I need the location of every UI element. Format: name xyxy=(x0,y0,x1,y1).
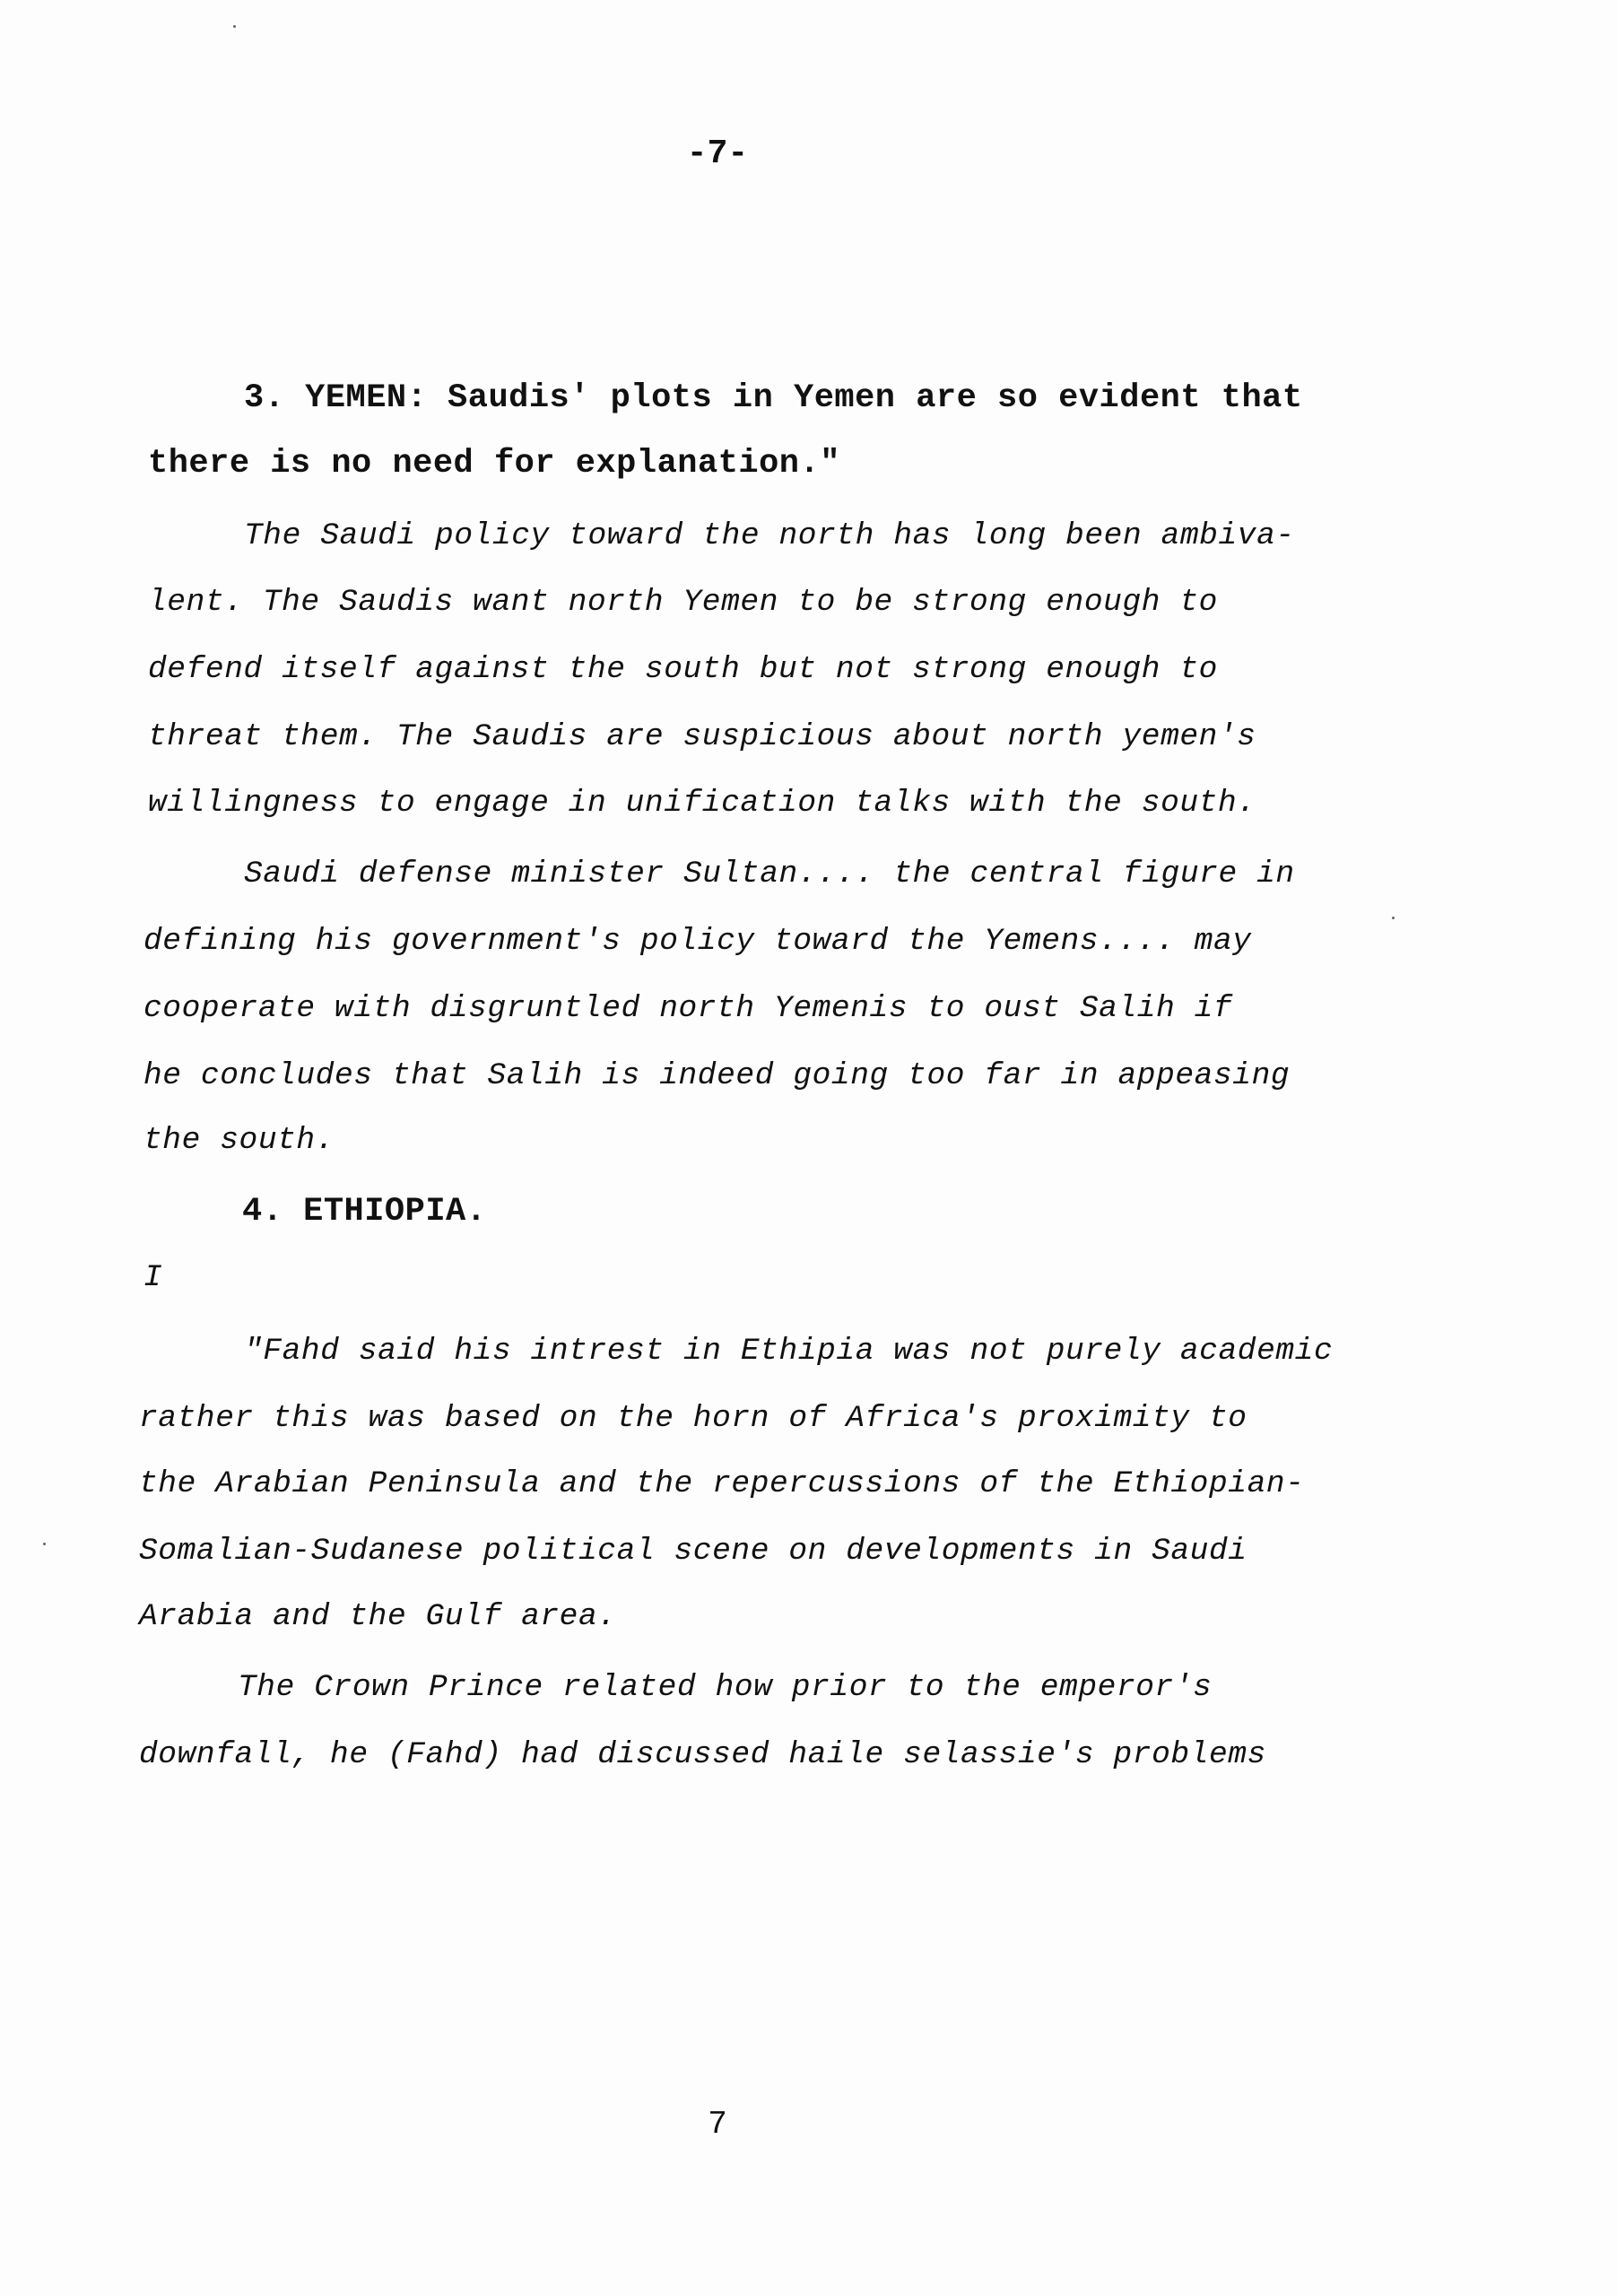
fahd-line-5: Arabia and the Gulf area. xyxy=(139,1599,617,1634)
fahd-line-4: Somalian-Sudanese political scene on developments in Saudi xyxy=(139,1534,1248,1569)
sultan-line-3: cooperate with disgruntled north Yemenis to oust Salih if xyxy=(143,991,1233,1026)
policy-line-4: threat them. The Saudis are suspicious about north yemen's xyxy=(148,719,1256,754)
fahd-line-3: the Arabian Peninsula and the repercussions of the Ethiopian- xyxy=(139,1466,1305,1501)
scan-speck xyxy=(43,1543,46,1545)
page-header: -7- xyxy=(686,135,749,173)
scan-speck xyxy=(233,25,236,28)
sultan-line-4: he concludes that Salih is indeed going too far in appeasing xyxy=(143,1058,1291,1093)
sultan-line-2: defining his government's policy toward the Yemens.... may xyxy=(143,924,1252,959)
yemen-line-1: 3. YEMEN: Saudis' plots in Yemen are so evident that xyxy=(244,379,1303,417)
policy-line-1: The Saudi policy toward the north has long been ambiva- xyxy=(244,518,1295,553)
fahd-line-1: "Fahd said his intrest in Ethipia was not purely academic xyxy=(244,1334,1334,1369)
policy-line-3: defend itself against the south but not strong enough to xyxy=(148,652,1218,687)
sultan-line-1: Saudi defense minister Sultan.... the central figure in xyxy=(244,857,1295,891)
crown-prince-line-1: The Crown Prince related how prior to the emperor's xyxy=(238,1670,1213,1705)
crown-prince-line-2: downfall, he (Fahd) had discussed haile selassie's problems xyxy=(139,1737,1266,1772)
scan-speck xyxy=(1392,917,1395,919)
fahd-line-2: rather this was based on the horn of Africa's proximity to xyxy=(139,1401,1248,1436)
margin-marker: I xyxy=(143,1260,163,1295)
policy-line-5: willingness to engage in unification talks with the south. xyxy=(148,786,1256,821)
sultan-line-5: the south. xyxy=(143,1123,335,1158)
ethiopia-heading: 4. ETHIOPIA. xyxy=(242,1193,487,1231)
policy-line-2: lent. The Saudis want north Yemen to be strong enough to xyxy=(148,585,1218,620)
yemen-line-2: there is no need for explanation." xyxy=(148,445,840,483)
page-number: 7 xyxy=(708,2106,727,2143)
